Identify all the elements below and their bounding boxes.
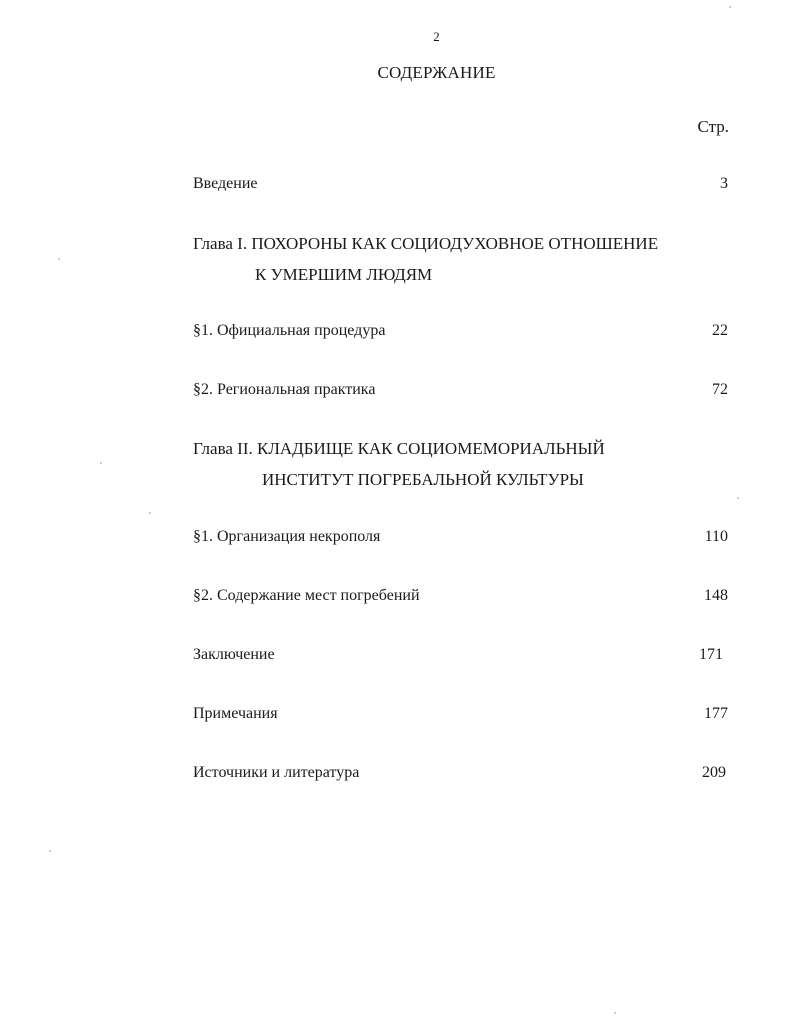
page-title: СОДЕРЖАНИЕ (377, 63, 496, 82)
toc-entry-ch1-s1 (193, 322, 728, 340)
toc-entry-label: §2. Содержание мест погребений (193, 587, 420, 604)
toc-entry-notes (193, 705, 728, 723)
chapter-title-line2: ИНСТИТУТ ПОГРЕБАЛЬНОЙ КУЛЬТУРЫ (262, 470, 584, 489)
toc-entry-sources (193, 764, 728, 782)
toc-entry-page: 110 (704, 528, 728, 545)
chapter-title-line2: К УМЕРШИМ ЛЮДЯМ (255, 265, 433, 284)
page-number: 2 (433, 29, 440, 44)
toc-chapter-2 (193, 433, 605, 495)
toc-entry-label: §1. Организация некрополя (193, 528, 381, 545)
toc-entry-label: Примечания (193, 705, 278, 722)
toc-entry-page: 209 (702, 764, 726, 781)
chapter-title-line1: Глава I. ПОХОРОНЫ КАК СОЦИОДУХОВНОЕ ОТНОШЕНИЕ (193, 234, 659, 253)
scan-speck (614, 1012, 616, 1014)
toc-entry-ch2-s2 (193, 587, 728, 605)
chapter-title-line1: Глава II. КЛАДБИЩЕ КАК СОЦИОМЕМОРИАЛЬНЫЙ (193, 439, 605, 458)
toc-entry-label: Заключение (193, 646, 275, 663)
toc-entry-introduction (193, 175, 728, 193)
toc-entry-label: Источники и литература (193, 764, 360, 781)
scan-speck (729, 6, 731, 8)
toc-chapter-1 (193, 228, 658, 290)
toc-entry-conclusion (193, 646, 728, 664)
toc-entry-label: Введение (193, 175, 258, 192)
scan-speck (149, 512, 151, 514)
page-column-header: Стр. (697, 117, 729, 136)
toc-entry-page: 3 (720, 175, 728, 192)
toc-entry-label: §2. Региональная практика (193, 381, 376, 398)
toc-entry-page: 72 (712, 381, 728, 398)
toc-entry-ch2-s1 (193, 528, 728, 546)
toc-entry-page: 148 (704, 587, 728, 604)
scan-speck (58, 258, 60, 260)
scan-speck (100, 462, 102, 464)
toc-entry-page: 22 (712, 322, 728, 339)
toc-entry-label: §1. Официальная процедура (193, 322, 386, 339)
scan-speck (49, 850, 51, 852)
toc-entry-ch1-s2 (193, 381, 728, 399)
scan-speck (737, 497, 739, 499)
toc-entry-page: 177 (704, 705, 728, 722)
toc-entry-page: 171 (699, 646, 723, 663)
